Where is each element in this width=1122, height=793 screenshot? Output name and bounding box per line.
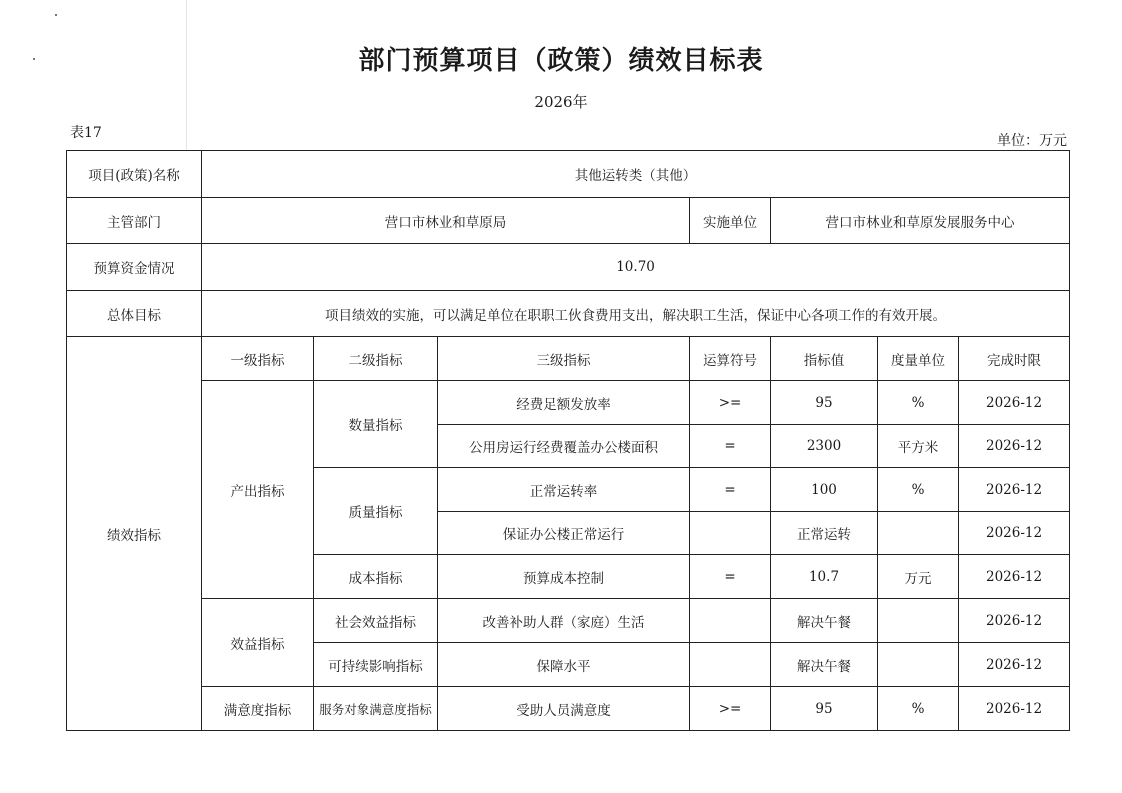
- unit-label: 单位：万元: [997, 133, 1067, 149]
- group-quantity: 数量指标: [314, 381, 438, 468]
- indicator-value: 解决午餐: [771, 643, 878, 687]
- col-level2: 二级指标: [314, 337, 438, 381]
- col-deadline: 完成时限: [959, 337, 1070, 381]
- budget-value: 10.70: [202, 244, 1070, 291]
- indicator-value: 2300: [771, 425, 878, 468]
- indicator-name: 受助人员满意度: [438, 687, 690, 731]
- dept-label: 主管部门: [67, 198, 202, 244]
- col-level1: 一级指标: [202, 337, 314, 381]
- col-operator: 运算符号: [690, 337, 771, 381]
- project-name-value: 其他运转类（其他）: [202, 151, 1070, 198]
- indicator-name: 改善补助人群（家庭）生活: [438, 599, 690, 643]
- indicator-deadline: 2026-12: [959, 468, 1070, 512]
- group-service: 服务对象满意度指标: [314, 687, 438, 731]
- group-output: 产出指标: [202, 381, 314, 599]
- indicator-unit: [878, 512, 959, 555]
- col-level3: 三级指标: [438, 337, 690, 381]
- table-number: 表17: [70, 125, 102, 141]
- goal-value: 项目绩效的实施，可以满足单位在职职工伙食费用支出，解决职工生活，保证中心各项工作的有效开展。: [202, 291, 1070, 337]
- indicator-op: =: [690, 425, 771, 468]
- indicator-deadline: 2026-12: [959, 425, 1070, 468]
- table-row: [67, 599, 1070, 643]
- indicator-deadline: 2026-12: [959, 381, 1070, 425]
- group-satisfaction: 满意度指标: [202, 687, 314, 731]
- indicator-name: 保证办公楼正常运行: [438, 512, 690, 555]
- table-row: [67, 687, 1070, 731]
- indicator-value: 解决午餐: [771, 599, 878, 643]
- impl-label: 实施单位: [690, 198, 771, 244]
- indicators-section-label: 绩效指标: [67, 337, 202, 731]
- indicator-deadline: 2026-12: [959, 643, 1070, 687]
- table-row: [67, 291, 1070, 337]
- group-quality: 质量指标: [314, 468, 438, 555]
- budget-label: 预算资金情况: [67, 244, 202, 291]
- col-value: 指标值: [771, 337, 878, 381]
- indicator-unit: [878, 643, 959, 687]
- indicator-name: 预算成本控制: [438, 555, 690, 599]
- indicator-unit: %: [878, 381, 959, 425]
- indicator-op: >=: [690, 381, 771, 425]
- indicator-deadline: 2026-12: [959, 512, 1070, 555]
- scan-speck: [55, 14, 57, 16]
- indicator-value: 95: [771, 687, 878, 731]
- indicator-name: 公用房运行经费覆盖办公楼面积: [438, 425, 690, 468]
- indicator-name: 保障水平: [438, 643, 690, 687]
- table-row: [67, 198, 1070, 244]
- indicator-unit: 万元: [878, 555, 959, 599]
- indicator-deadline: 2026-12: [959, 687, 1070, 731]
- indicator-unit: [878, 599, 959, 643]
- table-row: [67, 151, 1070, 198]
- group-sustain: 可持续影响指标: [314, 643, 438, 687]
- table-row: [67, 244, 1070, 291]
- indicator-value: 95: [771, 381, 878, 425]
- indicator-op: >=: [690, 687, 771, 731]
- indicator-op: [690, 599, 771, 643]
- page-year: 2026年: [534, 93, 588, 111]
- indicator-name: 经费足额发放率: [438, 381, 690, 425]
- table-row: [67, 381, 1070, 425]
- indicator-value: 10.7: [771, 555, 878, 599]
- indicator-op: =: [690, 468, 771, 512]
- indicator-op: [690, 643, 771, 687]
- impl-value: 营口市林业和草原发展服务中心: [771, 198, 1070, 244]
- project-name-label: 项目(政策)名称: [67, 151, 202, 198]
- goal-label: 总体目标: [67, 291, 202, 337]
- indicator-unit: 平方米: [878, 425, 959, 468]
- indicator-op: [690, 512, 771, 555]
- indicator-name: 正常运转率: [438, 468, 690, 512]
- group-social: 社会效益指标: [314, 599, 438, 643]
- indicator-deadline: 2026-12: [959, 599, 1070, 643]
- indicator-value: 正常运转: [771, 512, 878, 555]
- indicator-deadline: 2026-12: [959, 555, 1070, 599]
- group-benefit: 效益指标: [202, 599, 314, 687]
- group-cost: 成本指标: [314, 555, 438, 599]
- indicator-value: 100: [771, 468, 878, 512]
- indicator-unit: %: [878, 468, 959, 512]
- table-header-row: [67, 337, 1070, 381]
- page-title: 部门预算项目（政策）绩效目标表: [358, 46, 764, 76]
- indicator-op: =: [690, 555, 771, 599]
- indicator-unit: %: [878, 687, 959, 731]
- dept-value: 营口市林业和草原局: [202, 198, 690, 244]
- performance-table: [66, 150, 1070, 731]
- col-unit: 度量单位: [878, 337, 959, 381]
